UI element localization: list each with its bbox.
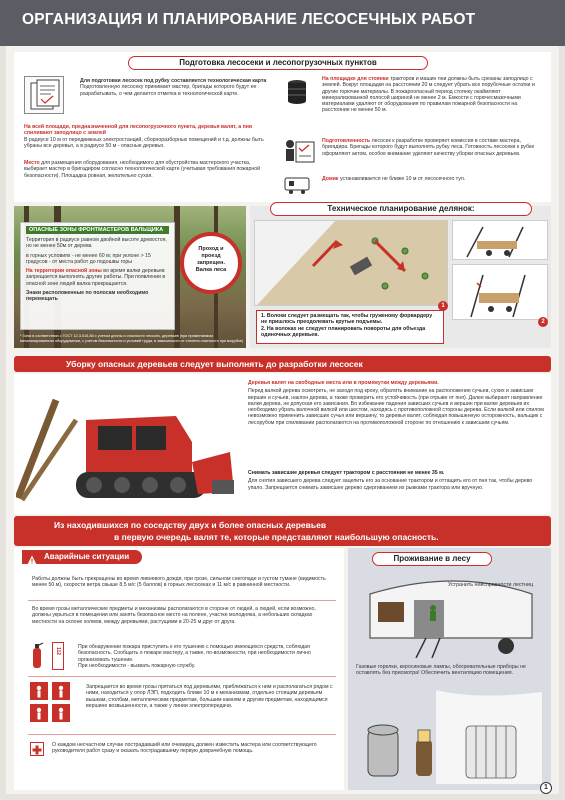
danger-zone-line3: во время валки деревьев запрещается выполнять другие работы. При появлении в опасной зоне людей валка прекращается. (26, 268, 166, 287)
heaters-illustration (356, 690, 546, 786)
felling-p1-bold: Деревья валят на свободные места или в промежутки между деревьями. (248, 380, 439, 386)
felling-p1: Перед валкой дерева осмотреть, не заходя под крону, обратить внимание на расположение сучьев, сухих и зависших вершин и сучьев, наклон дерева, а также проверить его устойчивость (при отрыве от пня). Далее выбирают направление валки дерева, не допуская его зависания. Во избежание падения зависших сучьев и вершин при валке деревьев их необходимо убрать валочной вилкой или шестом, находясь с противоположной стороны дерева. Если валкой или спилом невозможно применить зависших сучья или вершину, то деревья валят, соблюдая повышенную осторожность, вальщик с лесорубом при спиливании располагаются на противоположной стороне по отношению к зависшим сучьям. (248, 388, 544, 426)
warning-icon (27, 552, 37, 570)
prep-left-p3: для размещения оборудования, необходимого для обустройства мастерского участка, выбирает мастер в бригадиром согласно технологической карте (учитывая требования пожарной безопасности). Площадка ровная, желательно сухая. (24, 160, 260, 179)
divider (28, 600, 336, 601)
emergency-first-aid: О каждом несчастном случае пострадавший или очевидец должен известить мастера или соответствующего руководителя работ сразу и оказать пострадавшему первую доврачебную помощь. (52, 742, 317, 755)
danger-zone-line4: Знаки расположенные по полосам необходимо перемещать (26, 290, 149, 303)
felling-p2: Для снятия зависшего дерева следует зацепить его за основание трактором и оттащить его от пня так, чтобы дерево упало. Запрещается снимать зависшее дерево сдергиванием их рывками трактора или вручную. (248, 478, 533, 491)
prep-left-p2-bold: На всей площади, предназначенной для лесопогрузочного пункта, деревья валят, а пни спиливают заподлицо с землей (24, 124, 253, 137)
banner-dangerous-trees: Уборку опасных деревьев следует выполнять до разработки лесосек (14, 356, 551, 372)
banner-priority (14, 516, 551, 546)
slope-diagram (254, 220, 448, 306)
danger-zone-line3-bold: На территории опасной зоны (26, 268, 102, 275)
tech-card-icon (24, 76, 64, 114)
danger-zone-heading: ОПАСНЫЕ ЗОНЫ ФРОНТМАСТЕРОВ ВАЛЬЩИКА (26, 226, 169, 234)
prep-left-p1-bold: Для подготовки лесосек под рубку составляется технологическая карта (80, 78, 267, 84)
no-entry-sign (180, 232, 242, 294)
forwarder-diagram-1 (452, 220, 548, 260)
prep-left-p2: В радиусе 10 м от передвижных электростанций, сборноразборных помещений и т.д. должны быть убраны все деревья, а в радиусе 50 м - опасные деревья. (24, 136, 264, 149)
divider (28, 676, 336, 677)
divider (28, 734, 336, 735)
forwarder-diagram-2 (452, 264, 548, 320)
fuel-barrel-icon (284, 78, 310, 106)
prep-right-p3-bold: Домик (322, 176, 339, 182)
emergency-fire-2: При необходимости - вызвать пожарную службу. (78, 662, 196, 669)
preparation-heading: Подготовка лесосеки и лесопогрузочных пунктов (128, 56, 428, 70)
emergency-storm: Запрещается во время грозы прятаться под деревьями, приближаться к ним и располагаться рядом с ними, находиться у опор ЛЭП, подходить ближе 10 м к механизмам, отдельно стоящим деревьям вышкам, столбам, металлическим предметам, большим камням и другим предметам, находящимся вершине возвышенности, а также у линии электропередачи. (86, 684, 333, 709)
prep-left-block-3 (24, 160, 274, 179)
tech-note-1: 1. Волоки следует размещать так, чтобы груженому форвардеру не пришлось преодолевать крутые подъемы. (261, 313, 433, 326)
banner-priority-line1: Из находившихся по соседству двух и более опасных деревьев (54, 520, 327, 530)
prep-left-block-2 (24, 124, 274, 149)
page-number: 1 (540, 782, 552, 794)
felling-p2-bold: Снимать зависшие деревья следует трактором с расстояния не менее 35 м. (248, 470, 445, 476)
emergency-fire (78, 644, 336, 669)
ladder-note: Устранить неисправности лестниц (448, 582, 533, 588)
cabin-small-icon (282, 172, 312, 194)
felling-text-2 (248, 470, 544, 491)
emergency-fire-1: При обнаружении пожара приступить к его тушению с помощью имеющихся средств, соблюдая безопасность. Сообщить о пожаре мастеру, а также, по-возможности, при необходимости лично организовать тушение. (78, 644, 311, 663)
prep-right-p1: тракторов и машин пни должны быть срезаны заподлицо с землей. Вокруг площадки на расстоянии 20 м следует убрать все порубочные остатки и другие горючие материалы. В пожароопасный период стоянку окаймляют минерализованной полосой шириной не менее 2 м. Емкости с горючесмазочными материалами удаляют от оборудования по правилам пожарной безопасности на расстояние не менее 50 м. (322, 76, 535, 114)
heater-note: Газовые горелки, керосиновые лампы, обогревательные приборы не оставлять без присмотра! Обеспечить вентиляцию помещения. (356, 664, 526, 677)
emergency-heading: Аварийные ситуации (44, 552, 130, 561)
emergency-heading-box (22, 550, 142, 564)
no-entry-sign-text: Проход и проезд запрещен. Валка леса (195, 246, 227, 273)
danger-zone-line2: в горных условиях - не менее 60 м; при уклоне > 15 градусов - от места работ до подошвы горы (26, 252, 151, 265)
prep-right-block-3 (322, 176, 544, 182)
prep-right-p1-bold: На площадке для стоянки (322, 76, 389, 82)
danger-zone-footnote: * Зона в соответствии с ГОСТ 12.3.015-85 с учетом длины и опасности лесосек, деревьев (при применяемом механизированном оборудовании, с учетом безопасности и условий труда, в зависимости от степени опасности при вырубке) (20, 334, 244, 343)
prep-right-p3: устанавливается не ближе 10 м от лесосечного тул. (339, 176, 466, 182)
prep-left-p1: Подготовленную лесосеку принимает мастер, бригады которого будут ее разрабатывать, о чем делается отметка в технологической карте. (80, 84, 257, 97)
prep-right-block-2 (322, 138, 544, 157)
tech-badge-2: 2 (538, 310, 548, 328)
living-heading: Проживание в лесу (372, 552, 492, 566)
tractor-illustration (16, 380, 238, 508)
tech-notes (256, 310, 444, 344)
banner-priority-line2: в первую очередь валят те, которые представляют наибольшую опасность. (114, 532, 439, 542)
phone-icon (52, 642, 64, 670)
prep-right-block-1 (322, 76, 544, 114)
phone-number: 112 (55, 647, 61, 656)
prep-left-p3-bold: Место (24, 160, 40, 166)
emergency-p1: Работы должны быть прекращены во время ливневого дождя, при грозе, сильном снегопаде и густом тумане (видимость менее 50 м), скорости ветра свыше 8,5 м/с (5 баллов) в горных лесосеках и 11 м/с в равнинной местности. (32, 576, 326, 589)
commission-icon (282, 136, 316, 166)
tech-badge-1: 1 (438, 294, 448, 312)
danger-zone-line1: Территория в радиусе равном двойной высоте древостоя, но не менее 50м от дерева (26, 237, 167, 250)
first-aid-icon (30, 742, 44, 756)
emergency-p2: Во время грозы металлические предметы и механизмы располагаются в стороне от людей, а людей, если возможно, должны укрыться в помещении или занять безопасное место на полене, участке молодняка, а небольших складках местности на склоне холмов, между деревьями, растущими в 20-25 м друг от друга. (32, 606, 316, 625)
page-header (0, 0, 565, 46)
prep-right-p2-bold: Подготовленность (322, 138, 371, 144)
danger-zone-card (20, 222, 175, 330)
tech-planning-heading: Техническое планирование делянок: (270, 202, 532, 216)
page-title: ОРГАНИЗАЦИЯ И ПЛАНИРОВАНИЕ ЛЕСОСЕЧНЫХ РАБОТ (22, 11, 476, 28)
prep-right-p2: лесосек к разработке проверяет комиссия в составе мастера, бригадира. Бригады которого будут выполнять рубку леса. Готовность лесосеки к рубке оформляют актом, особое внимание уделяют качеству уборки опасных деревьев. (322, 138, 535, 157)
prep-left-block-1 (80, 78, 270, 97)
tech-note-2: 2. На волоках не следует планировать повороты для объезда одиночных деревьев. (261, 325, 426, 339)
storm-warning-icons (30, 682, 72, 722)
felling-text-1 (248, 380, 544, 426)
fire-extinguisher-icon (30, 642, 44, 670)
